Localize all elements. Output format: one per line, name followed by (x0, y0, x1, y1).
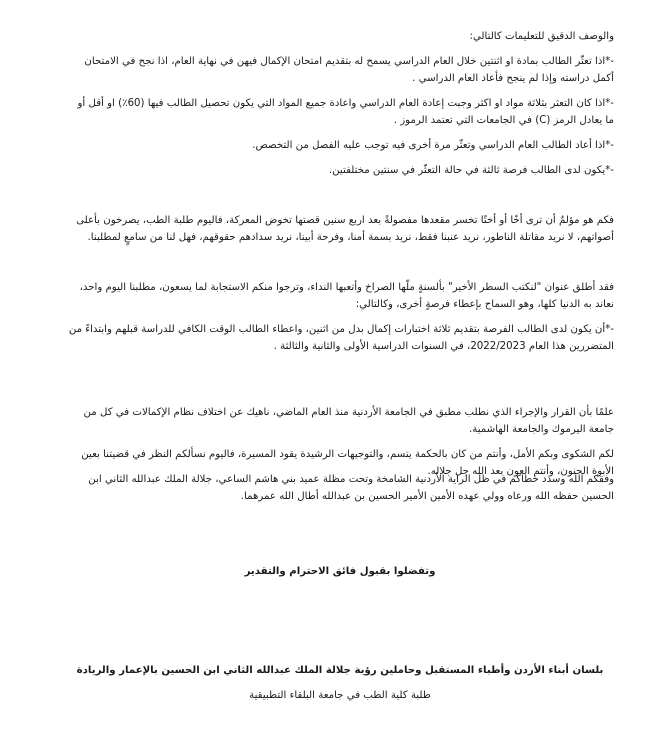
signature-line: بلسان أبناء الأردن وأطباء المستقبل وحاملين رؤية جلالة الملك عبدالله الثاني ابن الحسين بالإعمار والريادة (76, 665, 604, 676)
rule-item-2: -*اذا كان التعثر بثلاثة مواد او اكثر وجبت إعادة العام الدراسي واعادة جميع المواد التي يكون تحصيل الطالب فيها (60٪) او أقل أو ما يعادل الرمز (C) في الجامعات التي تعتمد الرموز . (77, 98, 614, 126)
instructions-intro: والوصف الدقيق للتعليمات كالتالي: (469, 31, 614, 42)
rule-item-1: -*اذا تعثّر الطالب بمادة او اثنتين خلال العام الدراسي يسمح له بتقديم امتحان الإكمال فيهن في نهاية العام، اذا نجح في الامتحان أكمل دراسته وإذا لم ينجح فأعاد العام الدراسي . (84, 56, 614, 84)
request-item: -*أن يكون لدى الطالب الفرصة بتقديم ثلاثة اختبارات إكمال بدل من اثنين، واعطاء الطالب الوقت الكافي للدراسة قبلهم وابتداءً من المتضررين هذا العام 2022/2023، في السنوات الدراسية الأولى والثانية والثالثة . (68, 324, 614, 352)
signature-subtitle: طلبة كلية الطب في جامعة البلقاء التطبيقية (249, 690, 431, 701)
paragraph-appeal: لكم الشكوى وبكم الأمل، وأنتم من كان بالحكمة يتسم، والتوجيهات الرشيدة يقود المسيرة، فاليوم نسألكم النظر في قضيتنا بعين الأبوة الحنون، وأنتم العون بعد الله جل جلاله. (81, 449, 614, 477)
paragraph-pain: فكم هو مؤلمٌ أن ترى أخًا أو أختًا تخسر مقعدها مفصولةً بعد اربع سنين قصتها تخوض المعركة، فاليوم طلبة الطب، يصرخون بأعلى أصواتهم، لا نريد مقاتلة الناطور، نريد عنبنا فقط، نريد بسمة أمنا، وفرحة أبينا، نريد سدادهم حقوقهم، فهل لنا من سامعٍ لمطلبنا. (76, 215, 614, 243)
closing-line: وتفضلوا بقبول فائق الاحترام والتقدير (244, 566, 436, 577)
paragraph-blessing: وفقكم الله وسدد خطاكم في ظل الراية الأردنية الشامخة وتحت مظلة عميد بني هاشم الساعي، جلالة الملك عبدالله الثاني ابن الحسين حفظه الله ورعاه وولي عهده الأمين الأمير الحسين بن عبدالله أطال الله عمرهما. (88, 474, 614, 502)
rule-item-4: -*يكون لدى الطالب فرصة ثالثة في حالة التعثّر في سنتين مختلفتين. (328, 165, 614, 176)
rule-item-3: -*اذا أعاد الطالب العام الدراسي وتعثّر مرة أخرى فيه توجب عليه الفصل من التخصص. (252, 140, 614, 151)
paragraph-campaign: فقد أطلق عنوان "لنكتب السطر الأخير" بألسنةٍ ملّها الصراخ وأتعبها النداء، وترجوا منكم الاستجابة لما يسعون، مطلبنا اليوم واحد، نعاند به الدنيا كلها، وهو السماح بإعطاء فرصةٍ أخرى، وكالتالي: (79, 282, 614, 310)
paragraph-precedent: علمًا بأن القرار والإجراء الذي نطلب مطبق في الجامعة الأردنية منذ العام الماضي، ناهيك عن اختلاف نظام الإكمالات في كل من جامعة اليرموك والجامعة الهاشمية. (83, 407, 614, 435)
